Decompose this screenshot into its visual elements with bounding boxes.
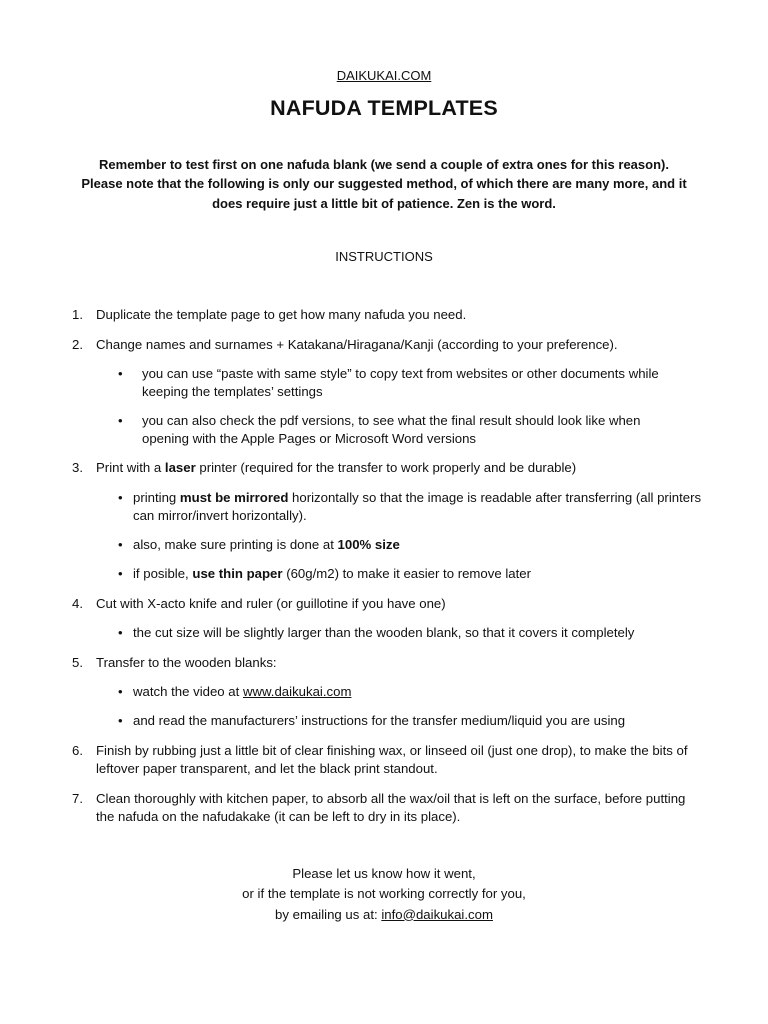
closing-line-1: Please let us know how it went, (292, 866, 476, 881)
bullet-text: watch the video at www.daikukai.com (133, 684, 352, 699)
step-number: 7. (72, 791, 83, 806)
bullet-icon: • (118, 713, 123, 728)
step-text: Finish by rubbing just a little bit of clear finishing wax, or linseed oil (just one drop), to make the bits of leftover paper transparent, and let the black print standout. (96, 743, 688, 776)
step-number: 2. (72, 337, 83, 352)
bullet-text: if posible, use thin paper (60g/m2) to make it easier to remove later (133, 566, 531, 581)
step-number: 4. (72, 596, 83, 611)
step-number: 1. (72, 307, 83, 322)
section-heading: INSTRUCTIONS (335, 249, 433, 264)
bullet-text: you can also check the pdf versions, to see what the final result should look like when opening with the Apple Pages or Microsoft Word versions (142, 413, 641, 446)
step-text: Cut with X-acto knife and ruler (or guillotine if you have one) (96, 596, 446, 611)
step-text: Clean thoroughly with kitchen paper, to absorb all the wax/oil that is left on the surface, before putting the nafuda on the nafudakake (it can be left to dry in its place). (96, 791, 686, 824)
site-link[interactable]: DAIKUKAI.COM (336, 68, 432, 83)
step-number: 6. (72, 743, 83, 758)
step-number: 3. (72, 460, 83, 475)
step-text: Duplicate the template page to get how many nafuda you need. (96, 307, 467, 322)
bullet-icon: • (118, 566, 123, 581)
page-title: NAFUDA TEMPLATES (270, 96, 498, 120)
step-text: Print with a laser printer (required for the transfer to work properly and be durable) (96, 460, 577, 475)
closing-line-2: or if the template is not working correctly for you, (242, 886, 526, 902)
email-link[interactable]: info@daikukai.com (381, 906, 493, 922)
intro-paragraph: Remember to test first on one nafuda blank (we send a couple of extra ones for this reason). Please note that the following is only our suggested method, of which there are many more, and it does require just a little bit of patience. Zen is the word. (81, 157, 687, 211)
step-text: Transfer to the wooden blanks: (96, 655, 277, 670)
bullet-text: you can use “paste with same style” to copy text from websites or other documents while keeping the templates’ settings (142, 366, 659, 399)
bullet-text: printing must be mirrored horizontally so that the image is readable after transferring (all printers can mirror/invert horizontally). (133, 490, 702, 523)
closing-line-3: by emailing us at: info@daikukai.com (275, 906, 493, 922)
bullet-icon: • (118, 490, 123, 505)
bullet-icon: • (118, 625, 123, 640)
closing-note (0, 864, 768, 925)
bullet-text: also, make sure printing is done at 100% size (133, 537, 400, 552)
bullet-text: and read the manufacturers’ instructions for the transfer medium/liquid you are using (133, 713, 626, 728)
bullet-icon: • (118, 366, 123, 381)
step-text: Change names and surnames + Katakana/Hiragana/Kanji (according to your preference). (96, 337, 618, 352)
bullet-icon: • (118, 413, 123, 428)
bullet-icon: • (118, 684, 123, 699)
bullet-text: the cut size will be slightly larger than the wooden blank, so that it covers it completely (133, 625, 635, 640)
bullet-icon: • (118, 537, 123, 552)
step-number: 5. (72, 655, 83, 670)
video-link[interactable]: www.daikukai.com (242, 684, 352, 699)
